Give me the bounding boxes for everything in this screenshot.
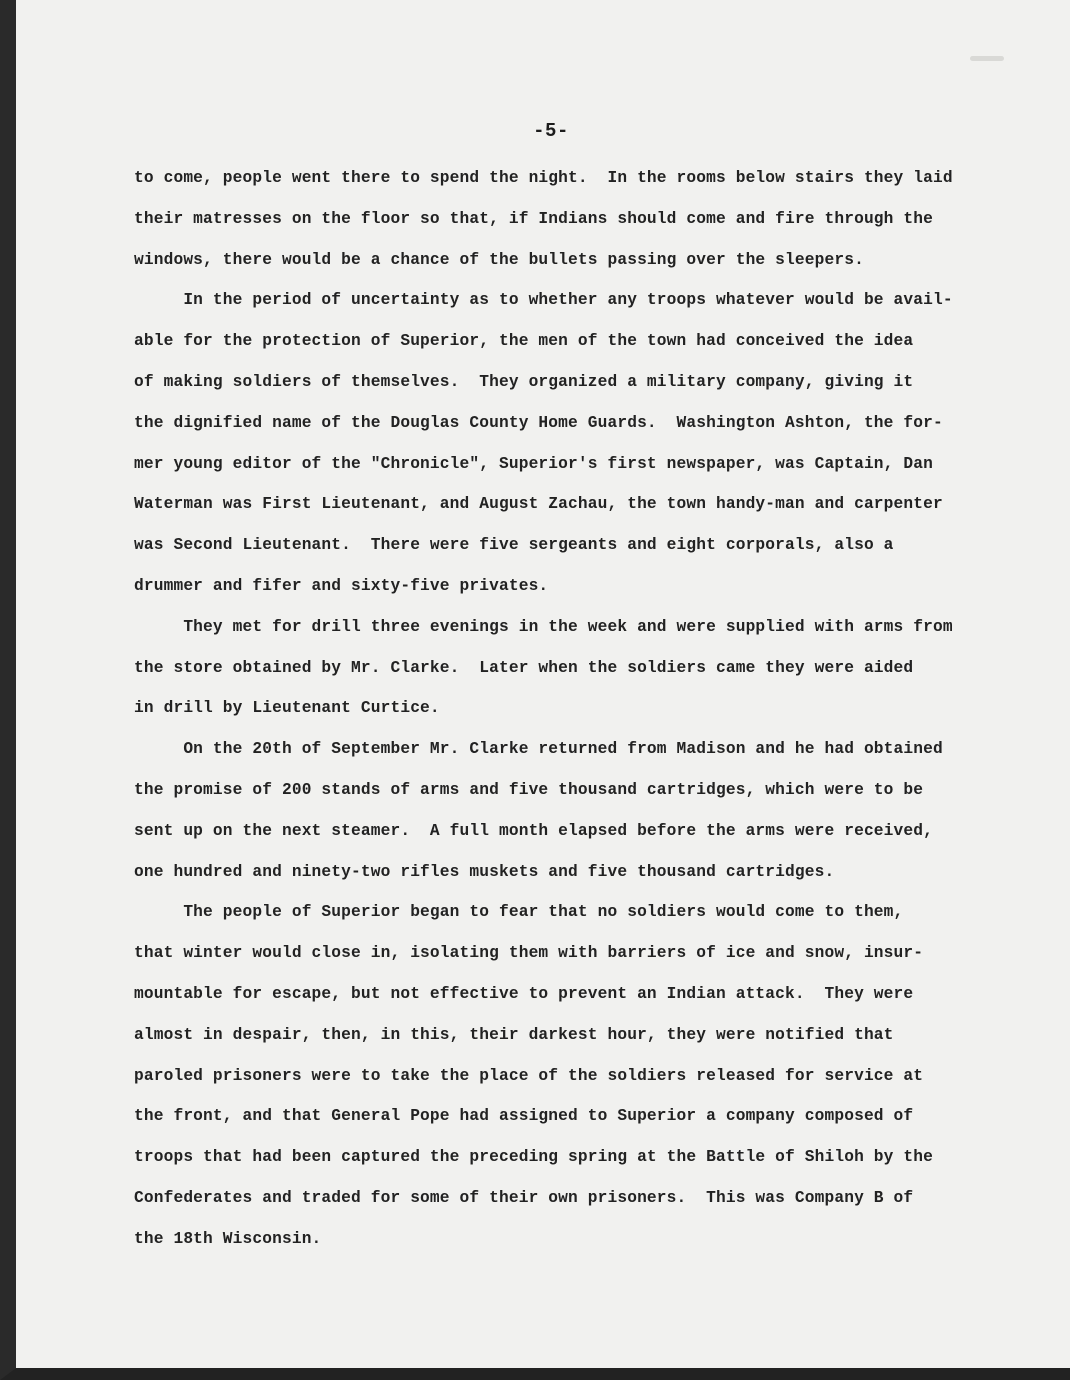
text-line: of making soldiers of themselves. They organized a military company, giving it — [134, 372, 914, 391]
text-line: troops that had been captured the preceding spring at the Battle of Shiloh by the — [134, 1148, 933, 1167]
text-line: that winter would close in, isolating them with barriers of ice and snow, insur- — [134, 944, 924, 963]
text-line: paroled prisoners were to take the place of the soldiers released for service at — [134, 1066, 924, 1085]
text-line: their matresses on the floor so that, if Indians should come and fire through the — [134, 209, 933, 228]
text-line: Waterman was First Lieutenant, and August Zachau, the town handy-man and carpenter — [134, 495, 943, 514]
text-line: They met for drill three evenings in the week and were supplied with arms from — [134, 617, 953, 636]
text-line: drummer and fifer and sixty-five privates. — [134, 576, 549, 595]
text-line: the store obtained by Mr. Clarke. Later when the soldiers came they were aided — [134, 658, 914, 677]
text-line: Confederates and traded for some of their own prisoners. This was Company B of — [134, 1188, 914, 1207]
text-line: On the 20th of September Mr. Clarke returned from Madison and he had obtained — [134, 740, 943, 759]
text-line: the front, and that General Pope had assigned to Superior a company composed of — [134, 1107, 914, 1126]
text-line: able for the protection of Superior, the men of the town had conceived the idea — [134, 332, 914, 351]
text-line: in drill by Lieutenant Curtice. — [134, 699, 440, 718]
text-line: almost in despair, then, in this, their darkest hour, they were notified that — [134, 1025, 894, 1044]
text-line: The people of Superior began to fear that no soldiers would come to them, — [134, 903, 904, 922]
text-line: was Second Lieutenant. There were five sergeants and eight corporals, also a — [134, 536, 894, 555]
text-line: one hundred and ninety-two rifles muskets and five thousand cartridges. — [134, 862, 835, 881]
page-number: -5- — [533, 120, 569, 142]
text-line: the 18th Wisconsin. — [134, 1229, 322, 1248]
text-line: In the period of uncertainty as to whether any troops whatever would be avail- — [134, 291, 953, 310]
body-text — [134, 158, 994, 1260]
text-line: the promise of 200 stands of arms and five thousand cartridges, which were to be — [134, 780, 924, 799]
text-line: mer young editor of the "Chronicle", Superior's first newspaper, was Captain, Dan — [134, 454, 933, 473]
text-line: windows, there would be a chance of the bullets passing over the sleepers. — [134, 250, 864, 269]
text-line: mountable for escape, but not effective to prevent an Indian attack. They were — [134, 984, 914, 1003]
text-line: the dignified name of the Douglas County Home Guards. Washington Ashton, the for- — [134, 413, 943, 432]
paper-mark — [970, 56, 1004, 61]
text-line: to come, people went there to spend the night. In the rooms below stairs they laid — [134, 169, 953, 187]
text-line: sent up on the next steamer. A full month elapsed before the arms were received, — [134, 821, 933, 840]
